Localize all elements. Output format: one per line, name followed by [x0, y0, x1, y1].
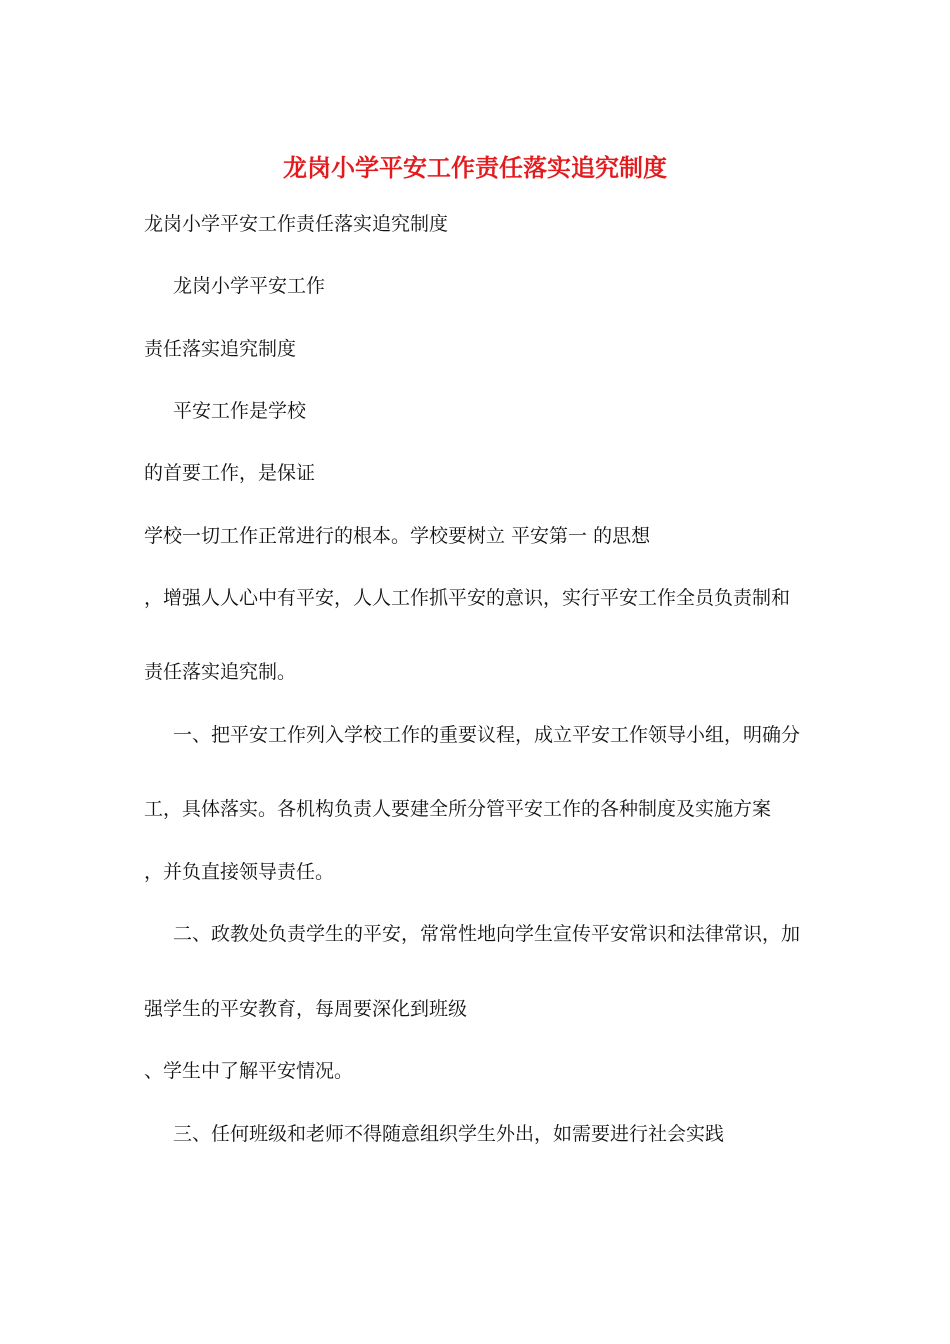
text-line: 学校一切工作正常进行的根本。学校要树立 平安第一 的思想 — [144, 525, 651, 547]
text-line: ，并负直接领导责任。 — [144, 861, 335, 883]
text-line: 的首要工作，是保证 — [144, 462, 316, 484]
text-line: 一、把平安工作列入学校工作的重要议程，成立平安工作领导小组，明确分 — [173, 724, 801, 746]
text-line: 工，具体落实。各机构负责人要建全所分管平安工作的各种制度及实施方案 — [144, 798, 772, 820]
text-line: 龙岗小学平安工作 — [173, 275, 326, 297]
text-line: 平安工作是学校 — [173, 400, 307, 422]
text-line: 强学生的平安教育，每周要深化到班级 — [144, 998, 468, 1020]
text-line: 责任落实追究制度 — [144, 338, 297, 360]
text-line: 龙岗小学平安工作责任落实追究制度 — [144, 213, 449, 235]
text-line: ，增强人人心中有平安，人人工作抓平安的意识，实行平安工作全员负责制和 — [144, 587, 791, 609]
text-line: 二、政教处负责学生的平安，常常性地向学生宣传平安常识和法律常识，加 — [173, 923, 801, 945]
text-line: 、学生中了解平安情况。 — [144, 1060, 354, 1082]
document-title: 龙岗小学平安工作责任落实追究制度 — [283, 153, 667, 182]
text-line: 三、任何班级和老师不得随意组织学生外出，如需要进行社会实践 — [173, 1123, 725, 1145]
text-line: 责任落实追究制。 — [144, 661, 297, 683]
